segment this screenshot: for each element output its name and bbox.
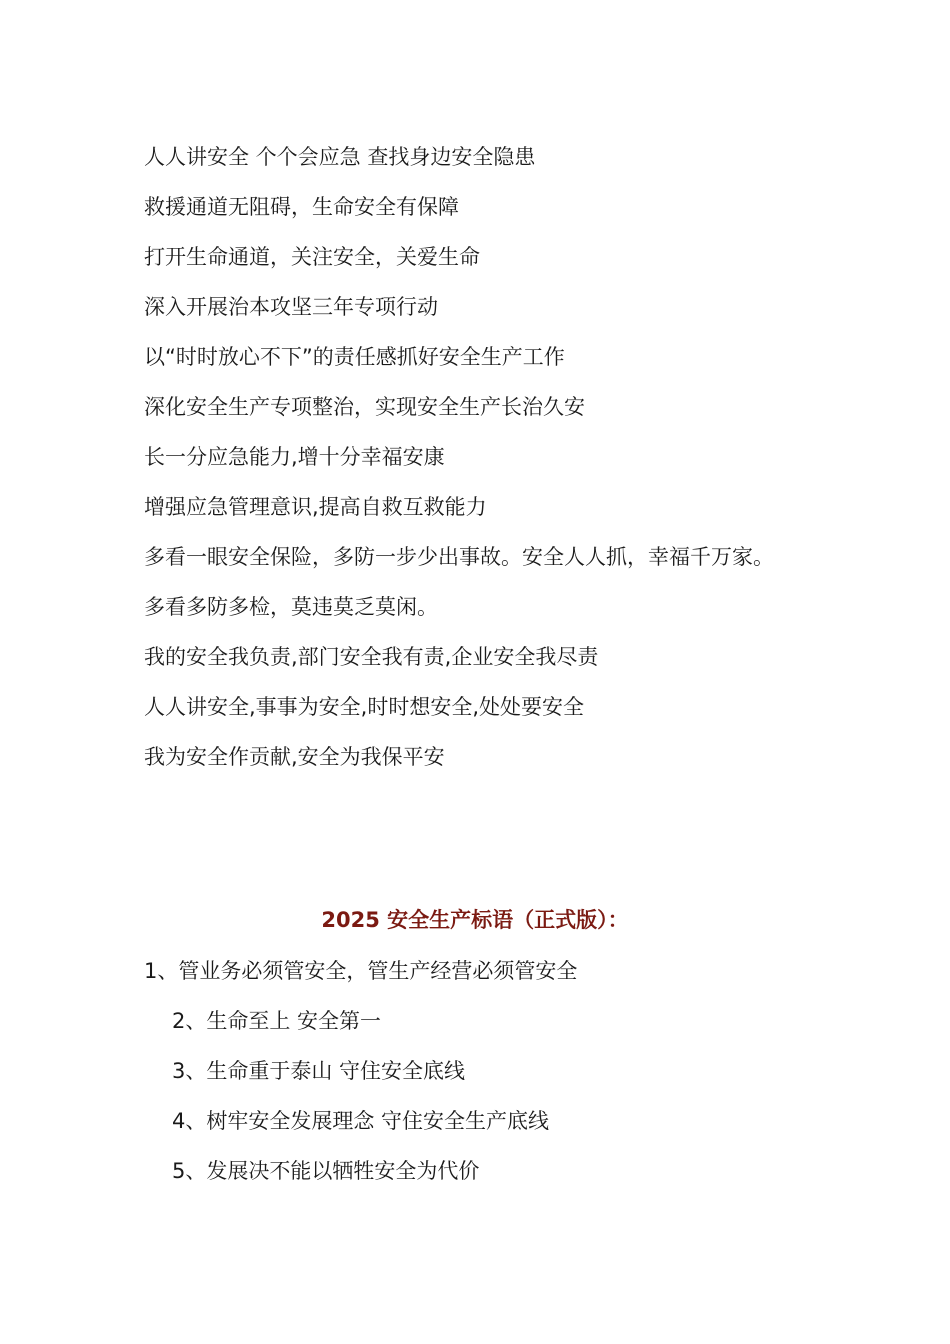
slogan-list	[144, 132, 824, 782]
slogan-line: 打开生命通道，关注安全，关爱生命	[144, 245, 480, 269]
numbered-item: 3、生命重于泰山 守住安全底线	[172, 1059, 466, 1083]
section-heading: 2025 安全生产标语（正式版）：	[321, 908, 629, 932]
slogan-line: 增强应急管理意识,提高自救互救能力	[144, 495, 487, 519]
numbered-item: 1、管业务必须管安全，管生产经营必须管安全	[144, 959, 578, 983]
numbered-item: 2、生命至上 安全第一	[172, 1009, 382, 1033]
slogan-line: 人人讲安全,事事为安全,时时想安全,处处要安全	[144, 695, 585, 719]
numbered-slogan-list	[144, 946, 824, 1196]
numbered-item: 4、树牢安全发展理念 守住安全生产底线	[172, 1109, 550, 1133]
slogan-line: 以“时时放心不下”的责任感抓好安全生产工作	[144, 345, 565, 369]
slogan-line: 多看多防多检，莫违莫乏莫闲。	[144, 595, 438, 619]
slogan-line: 深化安全生产专项整治，实现安全生产长治久安	[144, 395, 585, 419]
slogan-line: 我的安全我负责,部门安全我有责,企业安全我尽责	[144, 645, 599, 669]
slogan-line: 救援通道无阻碍，生命安全有保障	[144, 195, 459, 219]
slogan-line: 多看一眼安全保险，多防一步少出事故。安全人人抓，幸福千万家。	[144, 545, 774, 569]
slogan-line: 我为安全作贡献,安全为我保平安	[144, 745, 445, 769]
numbered-item: 5、发展决不能以牺牲安全为代价	[172, 1159, 480, 1183]
slogan-line: 人人讲安全 个个会应急 查找身边安全隐患	[144, 145, 536, 169]
slogan-line: 深入开展治本攻坚三年专项行动	[144, 295, 438, 319]
slogan-line: 长一分应急能力,增十分幸福安康	[144, 445, 445, 469]
